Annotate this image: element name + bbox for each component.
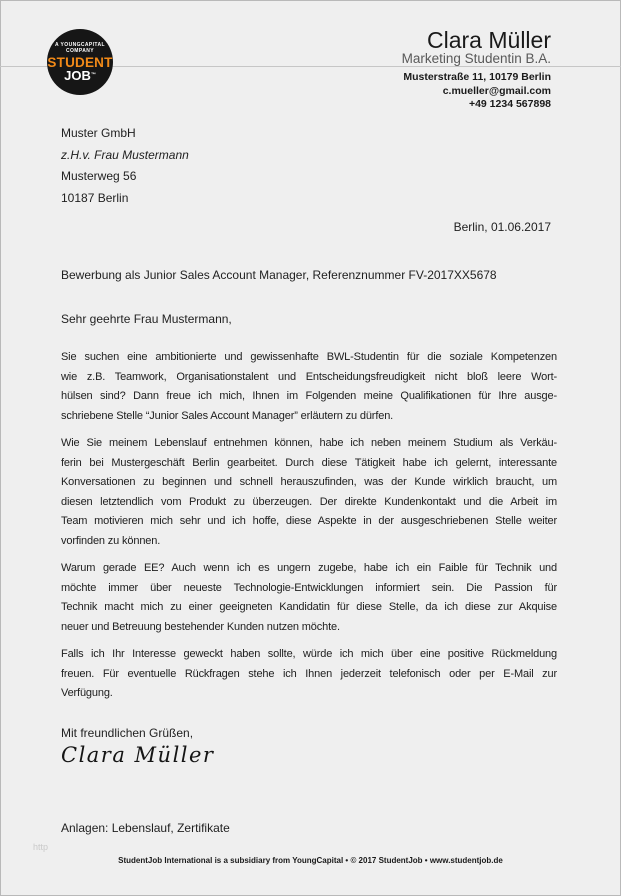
subject-line: Bewerbung als Junior Sales Account Manager, Referenznummer FV-2017XX5678 [61, 268, 497, 282]
paragraph-line: Falls ich Ihr Interesse geweckt haben sollte, würde ich mich über eine positive Rückmeldung [61, 648, 557, 660]
paragraph-line: freuen. Für eventuelle Rückfragen stehe ich Ihnen jederzeit telefonisch oder per E-Mail zur [61, 667, 557, 680]
studentjob-logo [47, 29, 113, 95]
paragraph-line: vorfinden zu können. [61, 534, 161, 547]
paragraph-line: Verfügung. [61, 687, 113, 699]
paragraph-line: neuer und Betreuung bestehender Kunden nutzen möchte. [61, 620, 340, 633]
paragraph-line: diesen letztendlich vom Produkt zu überzeugen. Der direkte Kundenkontakt und die Arbeit im [61, 495, 557, 508]
sender-name: Clara Müller [427, 27, 551, 53]
recipient-block [61, 123, 189, 209]
letter-body [61, 348, 557, 712]
paragraph-3 [61, 559, 557, 637]
recipient-street: Musterweg 56 [61, 169, 137, 183]
recipient-city: 10187 Berlin [61, 190, 129, 205]
logo-tagline-line2: COMPANY [65, 48, 94, 54]
closing-line: Mit freundlichen Grüßen, [61, 726, 194, 740]
recipient-company: Muster GmbH [61, 126, 136, 140]
paragraph-4 [61, 645, 557, 704]
recipient-attention: z.H.v. Frau Mustermann [61, 147, 189, 162]
sender-subtitle: Marketing Studentin B.A. [401, 51, 551, 66]
salutation: Sehr geehrte Frau Mustermann, [61, 312, 232, 326]
sender-contact [402, 71, 551, 112]
paragraph-line: Sie suchen eine ambitionierte und gewissenhafte BWL-Studentin für die soziale Kompetenzen [61, 351, 557, 363]
paragraph-line: Team motivieren mich sehr und ich hoffe, diese Aspekte in der ausgeschriebenen Stelle weiter [61, 515, 557, 527]
handwritten-signature: Clara Müller [61, 743, 215, 767]
paragraph-line: wie z.B. Teamwork, Organisationstalent und Entscheidungsfreudigkeit nicht bloß leere Wort- [61, 370, 557, 383]
logo-tagline [55, 42, 105, 54]
paragraph-line: Wie Sie meinem Lebenslauf entnehmen können, habe ich neben meinem Studium als Verkäu- [61, 437, 557, 449]
paragraph-line: hülsen sind? Dann freue ich mich, Ihnen im Folgenden meine Qualifikationen für Ihre ausge- [61, 390, 557, 402]
sender-email: c.mueller@gmail.com [442, 84, 551, 97]
logo-word-student: STUDENT [47, 55, 113, 70]
logo-tagline-line1: A YOUNGCAPITAL [55, 42, 105, 48]
footer-text: StudentJob International is a subsidiary from YoungCapital • © 2017 StudentJob • www.studentjob.de [118, 856, 503, 865]
trademark-symbol: ™ [90, 72, 96, 78]
sender-phone: +49 1234 567898 [468, 98, 551, 110]
date-line: Berlin, 01.06.2017 [453, 220, 551, 234]
logo-word-job: JOB™ [64, 68, 96, 83]
paragraph-1 [61, 348, 557, 426]
paragraph-line: Warum gerade EE? Auch wenn ich es ungern zugebe, habe ich ein Faible für Technik und [61, 562, 557, 574]
paragraph-2 [61, 434, 557, 551]
sender-block [402, 28, 551, 112]
paragraph-line: Technik macht mich zu einer geeigneten Kandidatin für diese Stelle, da ich diese zur Akquise [61, 601, 557, 613]
paragraph-line: möchte immer über neueste Technologie-Entwicklungen informiert sein. Die Passion für [61, 581, 557, 594]
sender-address: Musterstraße 11, 10179 Berlin [403, 71, 551, 83]
paragraph-line: Konversationen zu beginnen und schnell herauszufinden, was der Kunde wirklich braucht, um [61, 476, 557, 488]
enclosures-line: Anlagen: Lebenslauf, Zertifikate [61, 821, 230, 835]
url-watermark: http [33, 842, 49, 852]
paragraph-line: schriebene Stelle “Junior Sales Account Manager” erläutern zu dürfen. [61, 409, 394, 422]
paragraph-line: ferin bei Mustergeschäft Berlin gearbeitet. Durch diese Tätigkeit habe ich gelernt, interessante [61, 456, 557, 469]
